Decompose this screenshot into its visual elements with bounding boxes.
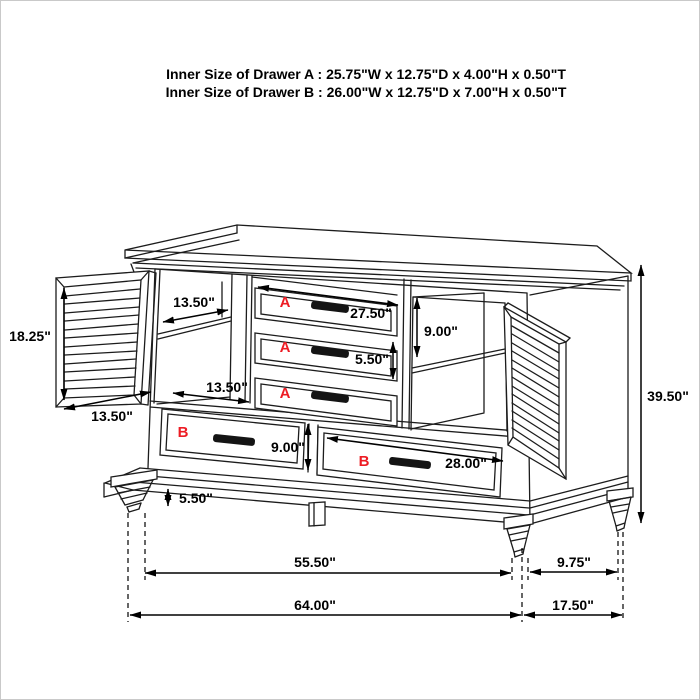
header-line-1: Inner Size of Drawer A : 25.75"W x 12.75"D x 4.00"H x 0.50"T [166,66,566,82]
left-opening-width-value: 13.50" [206,379,248,395]
drawer-b2-label: B [358,453,370,470]
overall-width-value: 64.00" [294,597,336,613]
side-offset-value: 9.75" [557,554,591,570]
left-door [56,271,156,407]
door-width-value: 13.50" [91,408,133,424]
drawer-a-width-value: 27.50" [350,305,392,321]
drawer-a2-label: A [279,339,291,356]
overall-height-value: 39.50" [647,388,689,404]
right-opening-height-value: 9.00" [424,323,458,339]
drawer-b-height-value: 9.00" [271,439,305,455]
drawer-b-width-value: 28.00" [445,455,487,471]
door-height-value: 18.25" [9,328,51,344]
drawer-a3-label: A [279,385,291,402]
header-line-2: Inner Size of Drawer B : 26.00"W x 12.75"D x 7.00"H x 0.50"T [165,84,567,100]
drawer-a-spacing-value: 5.50" [355,351,389,367]
left-shelf-width-value: 13.50" [173,294,215,310]
center-leg [309,502,325,526]
leg-height-value: 5.50" [179,490,213,506]
drawer-a1-label: A [279,294,291,311]
front-width-value: 55.50" [294,554,336,570]
overall-depth-value: 17.50" [552,597,594,613]
drawer-b1-label: B [177,424,189,441]
